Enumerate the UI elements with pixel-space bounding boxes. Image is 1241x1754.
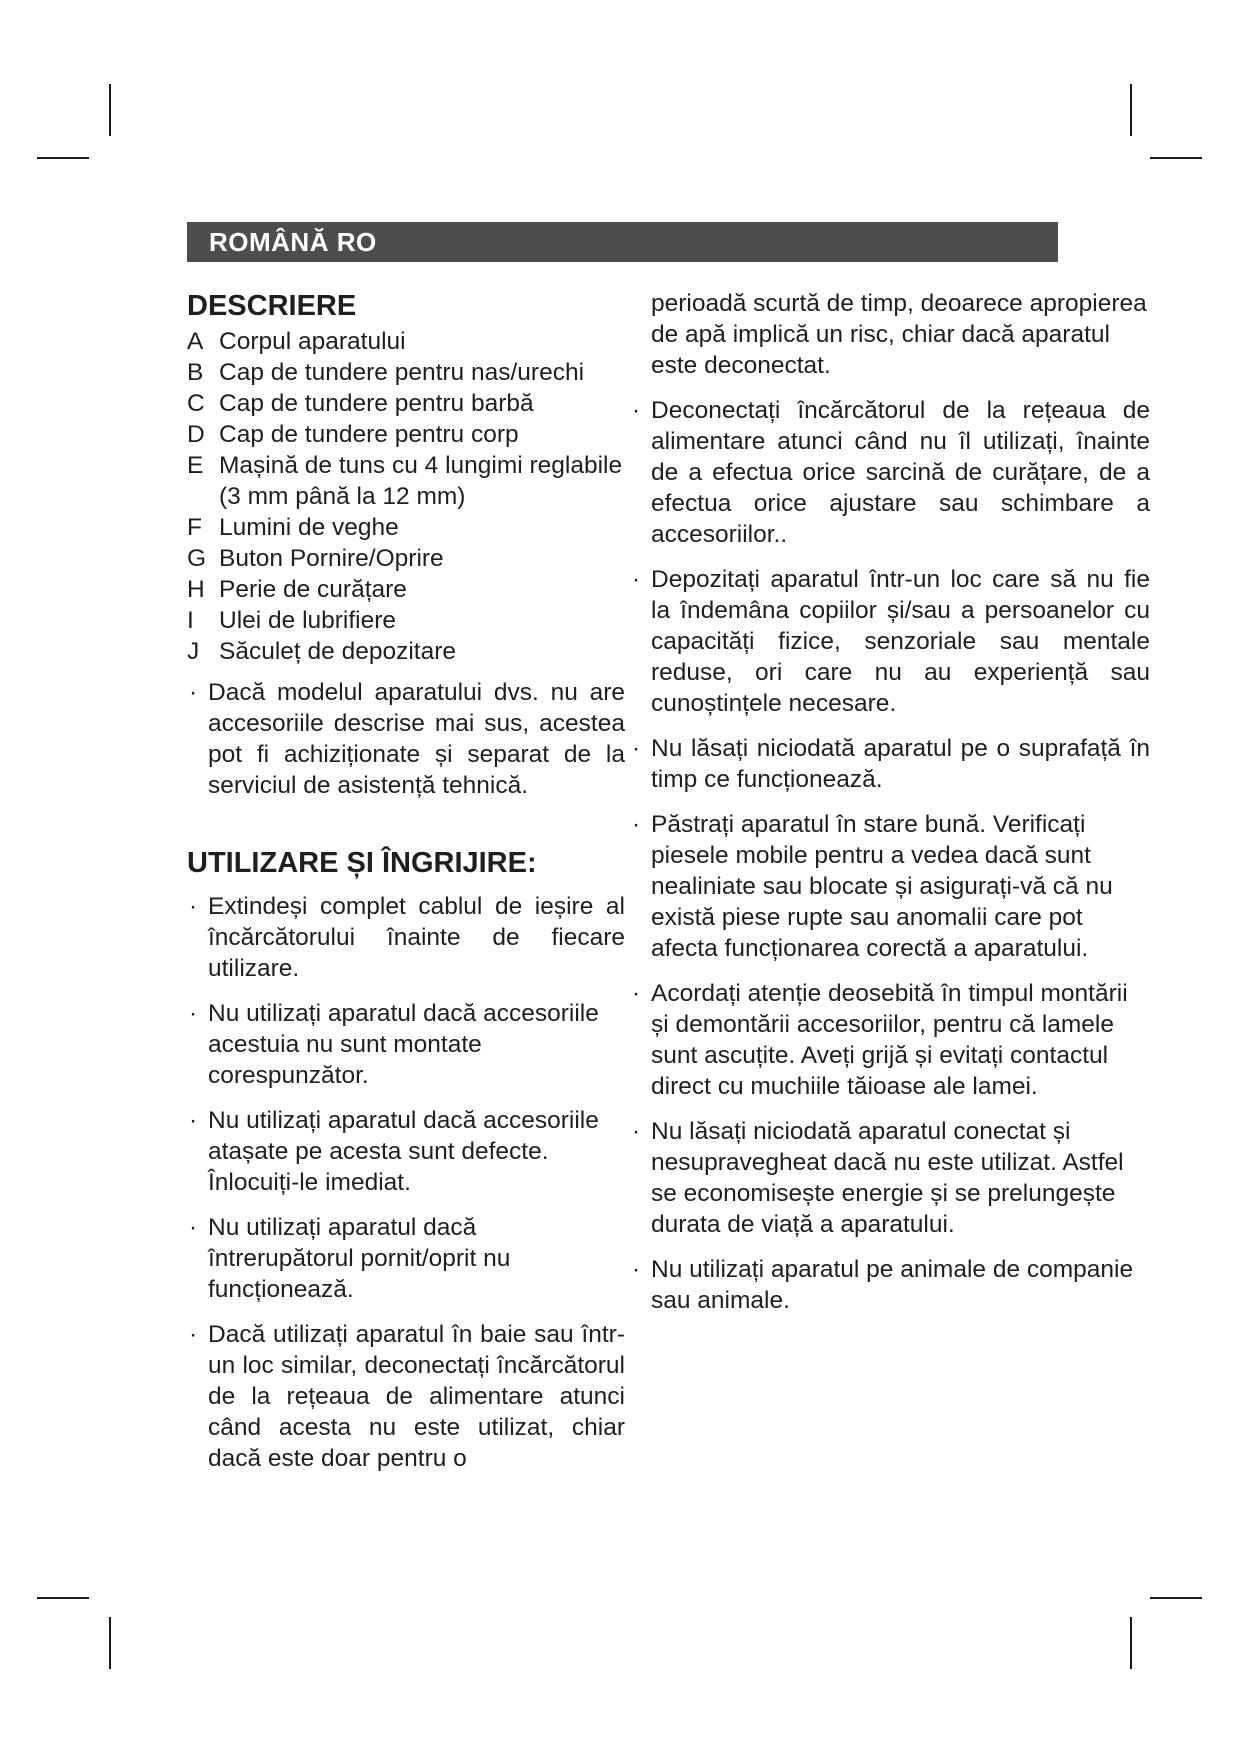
instruction-bullet: · Nu utilizați aparatul dacă accesoriile acestuia nu sunt montate corespunzător. bbox=[187, 998, 625, 1091]
parts-list-item: G Buton Pornire/Oprire bbox=[187, 545, 444, 572]
parts-list-item: I Ulei de lubrifiere bbox=[187, 607, 397, 634]
language-header-bar bbox=[187, 222, 1058, 262]
right-column bbox=[630, 288, 1150, 1330]
instruction-bullet: · Deconectați încărcătorul de la rețeaua de alimentare atunci când nu îl utilizați, înainte de a efectua orice sarcină de curățare, de a efectua orice ajustare sau schimbare a accesoriilor.. bbox=[630, 395, 1150, 550]
instruction-bullet: · Nu utilizați aparatul pe animale de companie sau animale. bbox=[630, 1254, 1150, 1316]
section-heading-usage-care: UTILIZARE ȘI ÎNGRIJIRE: bbox=[187, 847, 537, 879]
instruction-bullet: · Nu utilizați aparatul dacă accesoriile atașate pe acesta sunt defecte. Înlocuiți-le imediat. bbox=[187, 1105, 625, 1198]
instruction-bullet: · Extindeși complet cablul de ieșire al încărcătorului înainte de fiecare utilizare. bbox=[187, 891, 625, 984]
parts-list-item: F Lumini de veghe bbox=[187, 514, 399, 541]
crop-mark bbox=[1130, 1617, 1132, 1669]
parts-list-item: J Săculeț de depozitare bbox=[187, 638, 456, 665]
instruction-bullet: · Păstrați aparatul în stare bună. Verificați piesele mobile pentru a vedea dacă sunt nealiniate sau blocate și asigurați-vă că nu există piese rupte sau anomalii care pot afecta funcționarea corectă a aparatului. bbox=[630, 809, 1150, 964]
crop-mark bbox=[109, 1617, 111, 1669]
crop-mark bbox=[37, 1597, 89, 1599]
crop-mark bbox=[1130, 84, 1132, 136]
instruction-bullet: · Nu lăsați niciodată aparatul pe o suprafață în timp ce funcționează. bbox=[630, 733, 1150, 795]
instruction-bullet: · Nu utilizați aparatul dacă întrerupătorul pornit/oprit nu funcționează. bbox=[187, 1212, 625, 1305]
instruction-bullet: · Acordați atenție deosebită în timpul montării și demontării accesoriilor, pentru că lamele sunt ascuțite. Aveți grijă și evitați contactul direct cu muchiile tăioase ale lamei. bbox=[630, 978, 1150, 1102]
section-heading-description: DESCRIERE bbox=[187, 290, 357, 322]
parts-list-item: C Cap de tundere pentru barbă bbox=[187, 390, 534, 417]
parts-list-item: H Perie de curățare bbox=[187, 576, 407, 603]
parts-list-item: A Corpul aparatului bbox=[187, 328, 406, 355]
crop-mark bbox=[1150, 1597, 1202, 1599]
instruction-bullet: · Nu lăsați niciodată aparatul conectat și nesupravegheat dacă nu este utilizat. Astfel se economisește energie și se prelungește durata de viață a aparatului. bbox=[630, 1116, 1150, 1240]
language-header-title: ROMÂNĂ RO bbox=[209, 227, 377, 257]
crop-mark bbox=[37, 157, 89, 159]
parts-list-item: B Cap de tundere pentru nas/urechi bbox=[187, 359, 585, 386]
crop-mark bbox=[1150, 157, 1202, 159]
parts-list-item: E Mașină de tuns cu 4 lungimi reglabile (3 mm până la 12 mm) bbox=[187, 452, 623, 510]
crop-mark bbox=[109, 84, 111, 136]
instruction-bullet: · Depozitați aparatul într-un loc care să nu fie la îndemâna copiilor și/sau a persoanelor cu capacități fizice, senzoriale sau mentale reduse, ori care nu au experiență sau cunoștințele necesare. bbox=[630, 564, 1150, 719]
parts-list-item: D Cap de tundere pentru corp bbox=[187, 421, 519, 448]
accessories-note: · Dacă modelul aparatului dvs. nu are accesoriile descrise mai sus, acestea pot fi achiziționate și separat de la serviciul de asistență tehnică. bbox=[187, 677, 625, 801]
left-column bbox=[187, 288, 625, 1488]
continued-paragraph: perioadă scurtă de timp, deoarece apropierea de apă implică un risc, chiar dacă aparatul este deconectat. bbox=[651, 290, 1147, 379]
parts-list bbox=[187, 326, 625, 667]
instruction-bullet: · Dacă utilizați aparatul în baie sau într-un loc similar, deconectați încărcătorul de la rețeaua de alimentare atunci când acesta nu este utilizat, chiar dacă este doar pentru o bbox=[187, 1319, 625, 1474]
